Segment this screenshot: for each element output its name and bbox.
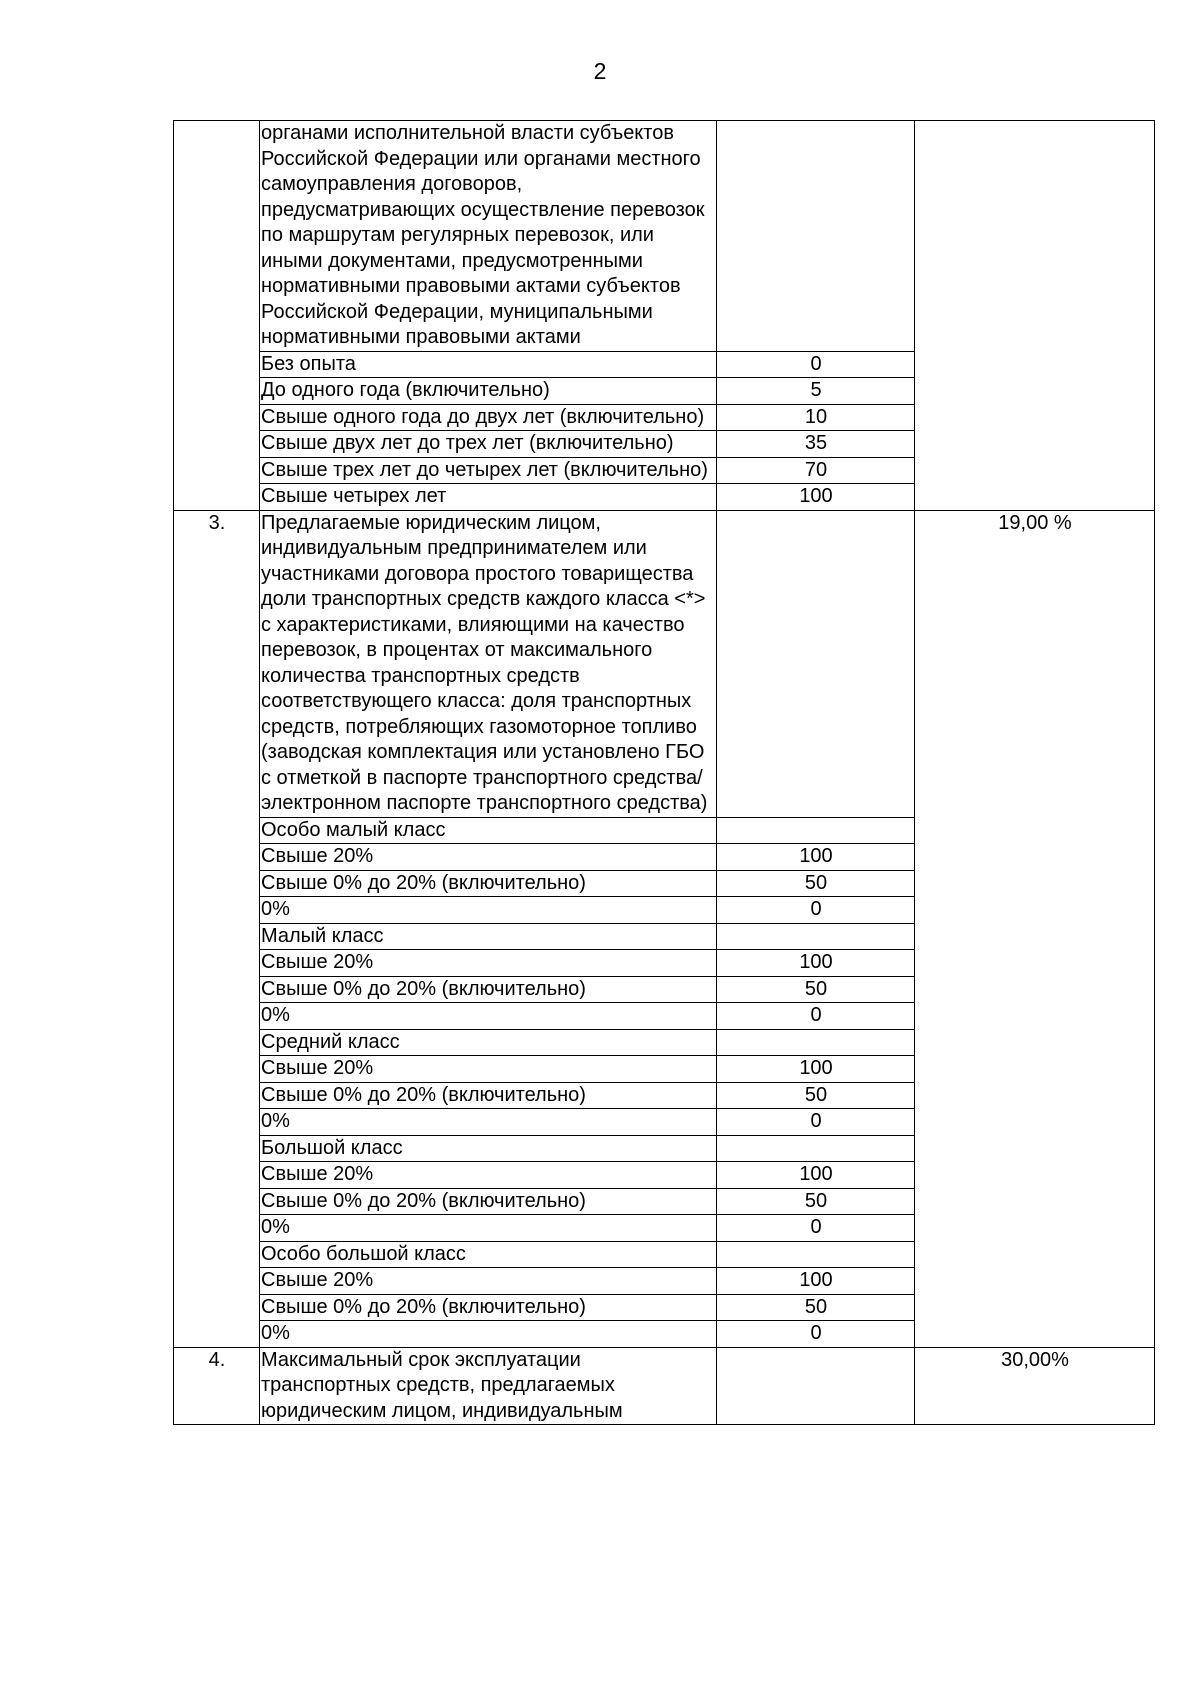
section-weight: 30,00%	[915, 1347, 1155, 1425]
criterion-score	[717, 817, 915, 844]
criterion-score: 35	[717, 431, 915, 458]
criterion-text: Свыше 20%	[260, 1056, 717, 1083]
criterion-text: Свыше 0% до 20% (включительно)	[260, 1082, 717, 1109]
criterion-score: 0	[717, 1215, 915, 1242]
criterion-text: Без опыта	[260, 351, 717, 378]
criteria-table	[173, 120, 1155, 1425]
criterion-text: 0%	[260, 1321, 717, 1348]
criterion-text: Свыше 0% до 20% (включительно)	[260, 976, 717, 1003]
criterion-score: 50	[717, 1294, 915, 1321]
criterion-text: Свыше 0% до 20% (включительно)	[260, 1188, 717, 1215]
criterion-score: 0	[717, 1109, 915, 1136]
criterion-text: 0%	[260, 897, 717, 924]
criterion-text: Свыше трех лет до четырех лет (включительно)	[260, 457, 717, 484]
criterion-score: 70	[717, 457, 915, 484]
criterion-score: 100	[717, 1162, 915, 1189]
criterion-score	[717, 510, 915, 817]
criterion-score: 100	[717, 484, 915, 511]
criterion-text: Предлагаемые юридическим лицом, индивидуальным предпринимателем или участниками договора простого товарищества доли транспортных средств каждого класса <*> с характеристиками, влияющими на качество перевозок, в процентах от максимального количества транспортных средств соответствующего класса: доля транспортных средств, потребляющих газомоторное топливо (заводская комплектация или установлено ГБО с отметкой в паспорте транспортного средства/электронном паспорте транспортного средства)	[260, 510, 717, 817]
criterion-score	[717, 1241, 915, 1268]
criterion-text: Большой класс	[260, 1135, 717, 1162]
section-weight	[915, 121, 1155, 511]
criterion-text: Свыше 20%	[260, 1268, 717, 1295]
page-number: 2	[593, 58, 607, 84]
table-row	[174, 510, 1155, 817]
criterion-text: Свыше 20%	[260, 1162, 717, 1189]
section-number: 3.	[174, 510, 260, 1347]
criterion-text: До одного года (включительно)	[260, 378, 717, 405]
criterion-text: Средний класс	[260, 1029, 717, 1056]
criterion-score: 50	[717, 1082, 915, 1109]
criteria-table-body	[174, 121, 1155, 1425]
criterion-score: 5	[717, 378, 915, 405]
criterion-score: 0	[717, 897, 915, 924]
criterion-score	[717, 1347, 915, 1425]
criterion-score: 100	[717, 844, 915, 871]
criterion-text: Свыше одного года до двух лет (включительно)	[260, 404, 717, 431]
criterion-score	[717, 1135, 915, 1162]
criterion-score	[717, 121, 915, 352]
criterion-text: Особо малый класс	[260, 817, 717, 844]
criterion-score	[717, 1029, 915, 1056]
criterion-text: 0%	[260, 1215, 717, 1242]
criterion-text: Свыше 20%	[260, 950, 717, 977]
criterion-score	[717, 923, 915, 950]
criterion-score: 0	[717, 1003, 915, 1030]
section-number	[174, 121, 260, 511]
criterion-score: 50	[717, 870, 915, 897]
criterion-text: Свыше 0% до 20% (включительно)	[260, 1294, 717, 1321]
criterion-text: 0%	[260, 1109, 717, 1136]
criterion-score: 100	[717, 950, 915, 977]
criterion-text: Свыше 20%	[260, 844, 717, 871]
section-number: 4.	[174, 1347, 260, 1425]
criterion-score: 0	[717, 351, 915, 378]
criterion-text: Максимальный срок эксплуатации транспортных средств, предлагаемых юридическим лицом, индивидуальным	[260, 1347, 717, 1425]
criterion-score: 100	[717, 1056, 915, 1083]
criterion-score: 50	[717, 976, 915, 1003]
criterion-text: Малый класс	[260, 923, 717, 950]
section-weight: 19,00 %	[915, 510, 1155, 1347]
table-row	[174, 1347, 1155, 1425]
criterion-score: 50	[717, 1188, 915, 1215]
criterion-text: 0%	[260, 1003, 717, 1030]
criterion-text: Особо большой класс	[260, 1241, 717, 1268]
criterion-text: Свыше двух лет до трех лет (включительно)	[260, 431, 717, 458]
table-row	[174, 121, 1155, 352]
criterion-text: Свыше 0% до 20% (включительно)	[260, 870, 717, 897]
criterion-score: 0	[717, 1321, 915, 1348]
criterion-score: 10	[717, 404, 915, 431]
criterion-score: 100	[717, 1268, 915, 1295]
criterion-text: органами исполнительной власти субъектов Российской Федерации или органами местного самоуправления договоров, предусматривающих осуществление перевозок по маршрутам регулярных перевозок, или иными документами, предусмотренными нормативными правовыми актами субъектов Российской Федерации, муниципальными нормативными правовыми актами	[260, 121, 717, 352]
criterion-text: Свыше четырех лет	[260, 484, 717, 511]
